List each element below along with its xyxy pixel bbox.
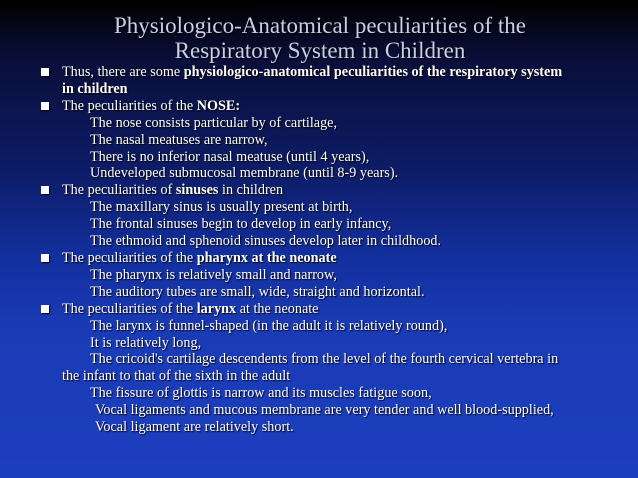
bullet-intro bbox=[38, 64, 630, 81]
intro-text: Thus, there are some bbox=[62, 64, 184, 80]
nose-item: The nasal meatuses are narrow, bbox=[90, 131, 268, 148]
sinuses-suffix: in children bbox=[218, 182, 284, 199]
intro-bold: physiologico-anatomical peculiarities of the respiratory system bbox=[183, 64, 563, 80]
larynx-item: Vocal ligaments and mucous membrane are very tender and well blood-supplied, bbox=[95, 402, 554, 419]
intro-continuation bbox=[38, 81, 630, 98]
pharynx-item: The auditory tubes are small, wide, straight and horizontal. bbox=[90, 283, 425, 300]
larynx-item: The cricoid's cartilage descendents from the level of the fourth cervical vertebra in bbox=[90, 351, 559, 368]
bullet-larynx bbox=[38, 301, 630, 318]
intro-bold-2: in children bbox=[62, 80, 128, 97]
larynx-prefix: The peculiarities of the bbox=[62, 300, 197, 317]
larynx-suffix: at the neonate bbox=[236, 300, 319, 317]
larynx-item: It is relatively long, bbox=[90, 334, 202, 351]
slide-content bbox=[38, 64, 630, 436]
sinuses-bold: sinuses bbox=[175, 182, 219, 199]
larynx-item: The larynx is funnel-shaped (in the adult it is relatively round), bbox=[90, 317, 448, 334]
nose-prefix: The peculiarities of the bbox=[62, 97, 197, 114]
sinuses-item: The ethmoid and sphenoid sinuses develop later in childhood. bbox=[90, 233, 442, 250]
sinuses-item: The frontal sinuses begin to develop in early infancy, bbox=[90, 216, 392, 233]
sinuses-prefix: The peculiarities of bbox=[62, 182, 176, 199]
nose-bold: NOSE: bbox=[196, 97, 241, 114]
nose-item: There is no inferior nasal meatuse (until 4 years), bbox=[90, 148, 370, 165]
slide-title bbox=[40, 13, 600, 63]
pharynx-bold: pharynx at the neonate bbox=[196, 249, 337, 266]
larynx-bold: larynx bbox=[196, 300, 237, 317]
pharynx-prefix: The peculiarities of the bbox=[62, 249, 197, 266]
larynx-item-continuation: the infant to that of the sixth in the adult bbox=[62, 368, 291, 385]
larynx-item: The fissure of glottis is narrow and its muscles fatigue soon, bbox=[90, 385, 432, 402]
nose-item: Undeveloped submucosal membrane (until 8-9 years). bbox=[90, 165, 399, 182]
bullet-pharynx bbox=[38, 250, 630, 267]
sinuses-item: The maxillary sinus is usually present at birth, bbox=[90, 199, 353, 216]
bullet-nose bbox=[38, 98, 630, 115]
title-line-1: Physiologico-Anatomical peculiarities of the bbox=[114, 13, 526, 38]
title-line-2: Respiratory System in Children bbox=[174, 38, 466, 63]
bullet-sinuses bbox=[38, 182, 630, 199]
larynx-item: Vocal ligament are relatively short. bbox=[95, 419, 294, 436]
nose-item: The nose consists particular by of cartilage, bbox=[90, 114, 338, 131]
pharynx-item: The pharynx is relatively small and narrow, bbox=[90, 266, 337, 283]
